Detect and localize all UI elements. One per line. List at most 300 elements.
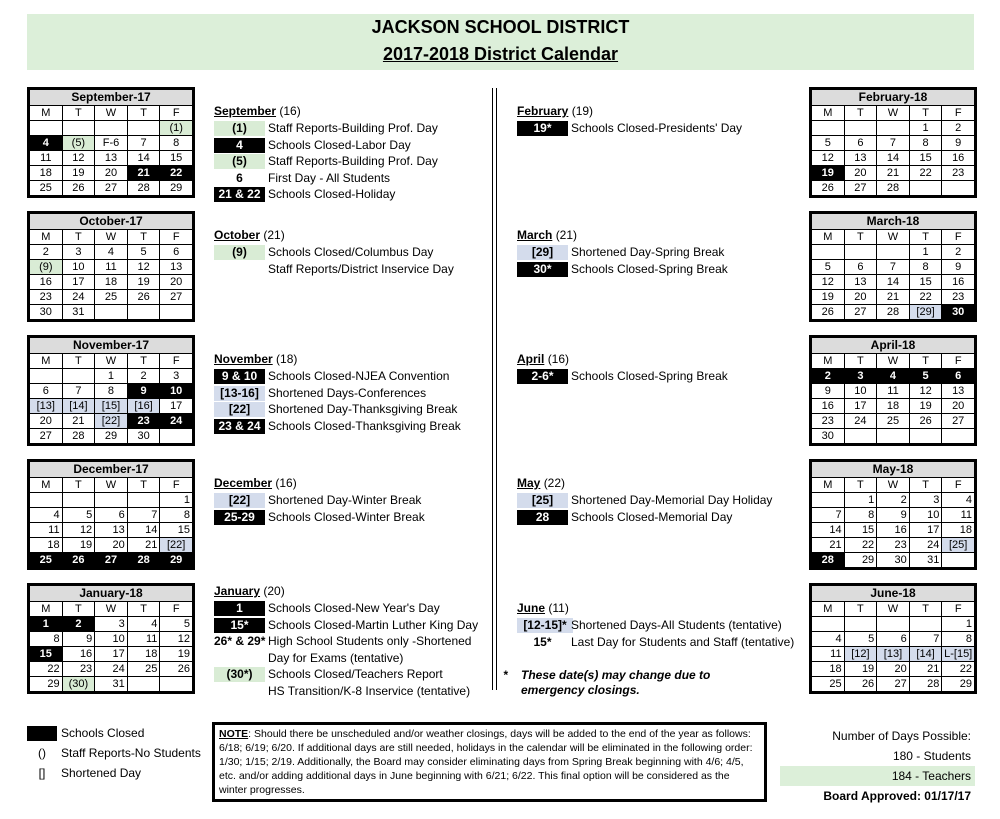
day-cell: 10 (95, 632, 128, 647)
day-cell: 23 (127, 414, 160, 429)
day-cell: 24 (95, 662, 128, 677)
day-cell: [14] (909, 647, 942, 662)
month-heading-november (214, 352, 297, 366)
day-cell: 26 (812, 305, 845, 320)
day-cell: 8 (95, 384, 128, 399)
event-date (214, 651, 265, 666)
day-cell: 27 (942, 414, 975, 429)
weekday-header: M (30, 230, 63, 245)
day-cell: 5 (844, 632, 877, 647)
day-cell: 21 (877, 290, 910, 305)
event-description: Schools Closed-Martin Luther King Day (268, 617, 479, 632)
day-cell: 16 (942, 275, 975, 290)
day-cell: (9) (30, 260, 63, 275)
calendar-title: April-18 (812, 338, 975, 354)
day-cell (942, 181, 975, 196)
day-cell: 22 (160, 166, 193, 181)
weekday-header: F (942, 354, 975, 369)
event-date: (30*) (214, 667, 265, 682)
event-row (214, 171, 484, 186)
event-description: Schools Closed-Spring Break (571, 369, 728, 383)
weekday-header: F (942, 602, 975, 617)
note-text: : Should there be unscheduled and/or weather closings, days will be added to the end of the year as follows: 6/18; 6/19; 6/20. If additional days are still needed, holidays in the calendar will be eliminated in the following order: 1/30; 1/15; 2/19. Additionally, the Board may consider eliminating days from Spring Break beginning with 4/6; 4/5, etc. and/or adding additional days in June beginning with 6/21; 6/22. This final option will be considered as the winter progresses. (219, 728, 753, 796)
day-cell: 6 (160, 245, 193, 260)
day-cell: 10 (909, 508, 942, 523)
day-cell (160, 305, 193, 320)
calendar-june-18 (809, 583, 977, 694)
event-description: Day for Exams (tentative) (268, 650, 404, 665)
event-description: High School Students only -Shortened (268, 634, 472, 648)
day-cell: 2 (812, 369, 845, 384)
day-cell (812, 245, 845, 260)
day-cell: 21 (62, 414, 95, 429)
month-day-count: (20) (263, 584, 285, 598)
days-teachers: 184 - Teachers (780, 766, 975, 786)
day-cell: 15 (909, 275, 942, 290)
day-cell: 20 (95, 166, 128, 181)
day-cell: 23 (30, 290, 63, 305)
event-row (517, 245, 787, 260)
day-cell: 30 (942, 305, 975, 320)
event-description: Schools Closed-Thanksgiving Break (268, 418, 461, 433)
calendar-title: November-17 (30, 338, 193, 354)
day-cell: 19 (62, 538, 95, 553)
asterisk-line2: emergency closings. (521, 683, 640, 697)
day-cell: 7 (877, 136, 910, 151)
event-description: Schools Closed-Spring Break (571, 261, 728, 276)
day-cell: [22] (160, 538, 193, 553)
weekday-header: T (127, 230, 160, 245)
day-cell: 27 (30, 429, 63, 444)
month-day-count: (16) (547, 352, 570, 366)
day-cell: 15 (160, 151, 193, 166)
day-cell (30, 369, 63, 384)
calendar-february-18 (809, 87, 977, 198)
day-cell: 18 (95, 275, 128, 290)
legend-label: Schools Closed (61, 726, 145, 740)
day-cell (942, 553, 975, 568)
day-cell: 18 (30, 166, 63, 181)
day-cell: 20 (844, 290, 877, 305)
day-cell: 2 (127, 369, 160, 384)
day-cell (127, 493, 160, 508)
event-date: [22] (214, 402, 265, 417)
month-name: November (214, 352, 273, 366)
weekday-header: T (844, 478, 877, 493)
weekday-header: M (812, 230, 845, 245)
day-cell: 19 (812, 166, 845, 181)
event-date (214, 262, 265, 277)
legend-item (27, 746, 217, 761)
calendar-september-17 (27, 87, 195, 198)
day-cell: 19 (844, 662, 877, 677)
weekday-header: T (127, 478, 160, 493)
day-cell (877, 245, 910, 260)
day-cell: 30 (812, 429, 845, 444)
day-cell: 26 (844, 677, 877, 692)
day-cell: 1 (160, 493, 193, 508)
day-cell: 20 (160, 275, 193, 290)
event-date: [25] (517, 493, 568, 508)
day-cell: L-[15] (942, 647, 975, 662)
day-cell: 24 (844, 414, 877, 429)
day-cell (877, 429, 910, 444)
day-cell: F-6 (95, 136, 128, 151)
day-cell: 14 (127, 151, 160, 166)
day-cell: 31 (62, 305, 95, 320)
day-cell: 24 (909, 538, 942, 553)
board-approved: Board Approved: 01/17/17 (823, 789, 971, 803)
calendar-title: September-17 (30, 90, 193, 106)
weekday-header: T (127, 106, 160, 121)
weekday-header: T (844, 230, 877, 245)
day-cell: 23 (62, 662, 95, 677)
day-cell: 11 (30, 151, 63, 166)
legend-item (27, 766, 217, 781)
days-students: 180 - Students (892, 749, 971, 763)
day-cell: 28 (127, 553, 160, 568)
event-row (214, 684, 484, 699)
day-cell: 4 (95, 245, 128, 260)
event-date: 4 (214, 138, 265, 153)
day-cell (844, 429, 877, 444)
month-heading-february (517, 104, 593, 118)
legend (27, 726, 212, 786)
weekday-header: F (160, 602, 193, 617)
day-cell: 18 (877, 399, 910, 414)
day-cell: 25 (812, 677, 845, 692)
day-cell: 23 (942, 166, 975, 181)
month-heading-june (517, 601, 569, 615)
day-cell: 4 (877, 369, 910, 384)
day-cell: 2 (942, 245, 975, 260)
calendar-title: January-18 (30, 586, 193, 602)
day-cell: 17 (844, 399, 877, 414)
district-name: JACKSON SCHOOL DISTRICT (371, 17, 630, 37)
event-description: Shortened Days-Conferences (268, 385, 427, 400)
day-cell: 28 (909, 677, 942, 692)
weekday-header: F (942, 478, 975, 493)
weekday-header: F (942, 230, 975, 245)
event-date: [12-15]* (517, 618, 573, 633)
event-date: [13-16] (214, 386, 265, 401)
event-description: Shortened Day-Memorial Day Holiday (571, 493, 773, 507)
day-cell: 28 (127, 181, 160, 196)
month-day-count: (21) (555, 228, 578, 242)
day-cell: 20 (942, 399, 975, 414)
day-cell (844, 245, 877, 260)
month-heading-march (517, 228, 577, 242)
weekday-header: W (95, 478, 128, 493)
days-heading: Number of Days Possible: (832, 729, 971, 743)
day-cell: [12] (844, 647, 877, 662)
month-heading-april (517, 352, 569, 366)
day-cell: 7 (909, 632, 942, 647)
day-cell: 27 (95, 553, 128, 568)
day-cell: 19 (909, 399, 942, 414)
event-date: (1) (214, 121, 265, 136)
event-row (214, 634, 484, 649)
event-description: Schools Closed/Columbus Day (268, 245, 434, 259)
day-cell: [25] (942, 538, 975, 553)
day-cell (812, 493, 845, 508)
event-date: 9 & 10 (214, 369, 265, 384)
day-cell: 8 (160, 508, 193, 523)
weekday-header: M (812, 478, 845, 493)
weekday-header: M (30, 602, 63, 617)
event-row (214, 369, 484, 384)
event-description: Schools Closed-Holiday (268, 187, 396, 201)
day-cell: 18 (30, 538, 63, 553)
day-cell: 13 (95, 523, 128, 538)
day-cell: 21 (877, 166, 910, 181)
day-cell: (5) (62, 136, 95, 151)
weekday-header: T (62, 478, 95, 493)
day-cell: 16 (942, 151, 975, 166)
day-cell: 6 (844, 260, 877, 275)
day-cell: 29 (942, 677, 975, 692)
month-name: May (517, 476, 541, 490)
day-cell: 26 (62, 553, 95, 568)
day-cell (127, 121, 160, 136)
day-cell: 15 (909, 151, 942, 166)
weekday-header: T (844, 106, 877, 121)
day-cell: 29 (30, 677, 63, 692)
month-name: January (214, 584, 261, 598)
day-cell: 30 (30, 305, 63, 320)
event-date: 25-29 (214, 510, 265, 525)
day-cell: 17 (909, 523, 942, 538)
day-cell: 15 (160, 523, 193, 538)
event-row (214, 386, 484, 401)
day-cell: 21 (127, 538, 160, 553)
day-cell (62, 493, 95, 508)
day-cell: 9 (942, 136, 975, 151)
weekday-header: T (127, 602, 160, 617)
day-cell: 19 (127, 275, 160, 290)
day-cell: 25 (127, 662, 160, 677)
weekday-header: W (877, 478, 910, 493)
day-cell: [16] (127, 399, 160, 414)
event-description: Schools Closed/Teachers Report (268, 667, 443, 681)
weekday-header: W (95, 354, 128, 369)
day-cell: 31 (909, 553, 942, 568)
event-date (214, 684, 265, 699)
event-row (517, 634, 795, 650)
day-cell: 26 (909, 414, 942, 429)
day-cell: 30 (127, 429, 160, 444)
day-cell: [13] (877, 647, 910, 662)
day-cell: 9 (127, 384, 160, 399)
event-description: Schools Closed-Memorial Day (571, 509, 733, 524)
day-cell: 21 (909, 662, 942, 677)
day-cell (812, 121, 845, 136)
event-description: Schools Closed-NJEA Convention (268, 369, 450, 383)
day-cell: 15 (30, 647, 63, 662)
event-date: 1 (214, 601, 265, 616)
day-cell: 6 (95, 508, 128, 523)
day-cell (160, 429, 193, 444)
weekday-header: W (95, 106, 128, 121)
day-cell: 22 (844, 538, 877, 553)
event-row (214, 138, 484, 153)
day-cell: 27 (160, 290, 193, 305)
day-cell: 1 (909, 245, 942, 260)
day-cell: 13 (95, 151, 128, 166)
calendar-title: June-18 (812, 586, 975, 602)
day-cell: 12 (812, 275, 845, 290)
event-date: (5) (214, 154, 265, 169)
day-cell: 28 (62, 429, 95, 444)
day-cell (160, 677, 193, 692)
day-cell: 11 (877, 384, 910, 399)
day-cell: 6 (30, 384, 63, 399)
event-row (517, 510, 787, 525)
legend-item (27, 726, 217, 741)
day-cell: 1 (95, 369, 128, 384)
weekday-header: T (62, 354, 95, 369)
day-cell: 20 (95, 538, 128, 553)
event-row (214, 618, 484, 633)
event-description: Staff Reports-Building Prof. Day (268, 121, 438, 135)
day-cell: 25 (30, 553, 63, 568)
day-cell: 31 (95, 677, 128, 692)
calendar-november-17 (27, 335, 195, 446)
event-date: 2-6* (517, 369, 568, 384)
day-cell: 14 (877, 275, 910, 290)
calendar-april-18 (809, 335, 977, 446)
day-cell: 4 (30, 136, 63, 151)
calendar-title: March-18 (812, 214, 975, 230)
weekday-header: M (812, 106, 845, 121)
day-cell: 10 (160, 384, 193, 399)
event-description: Shortened Day-Winter Break (268, 493, 422, 507)
event-date: 26* & 29* (214, 634, 266, 648)
calendar-december-17 (27, 459, 195, 570)
event-description: Shortened Days-All Students (tentative) (571, 618, 782, 632)
event-description: Shortened Day-Thanksgiving Break (268, 402, 458, 416)
month-name: June (517, 601, 546, 615)
day-cell: 9 (942, 260, 975, 275)
day-cell: 17 (95, 647, 128, 662)
note-box (212, 722, 767, 802)
event-description: First Day - All Students (268, 170, 391, 185)
day-cell: 7 (127, 136, 160, 151)
days-summary (780, 726, 975, 806)
day-cell: 1 (30, 617, 63, 632)
day-cell: 1 (844, 493, 877, 508)
day-cell: 20 (844, 166, 877, 181)
day-cell: 16 (877, 523, 910, 538)
event-date: 23 & 24 (214, 419, 265, 434)
weekday-header: M (812, 602, 845, 617)
month-heading-october (214, 228, 285, 242)
weekday-header: M (30, 354, 63, 369)
event-date: 21 & 22 (214, 187, 265, 202)
weekday-header: T (62, 602, 95, 617)
event-row (214, 245, 484, 260)
legend-label: Shortened Day (61, 766, 142, 780)
day-cell: 4 (812, 632, 845, 647)
event-description: HS Transition/K-8 Inservice (tentative) (268, 683, 471, 698)
day-cell (909, 617, 942, 632)
month-heading-december (214, 476, 297, 490)
weekday-header: T (62, 230, 95, 245)
day-cell: 3 (909, 493, 942, 508)
weekday-header: W (95, 230, 128, 245)
month-day-count: (16) (275, 476, 297, 490)
day-cell: 2 (30, 245, 63, 260)
day-cell: 8 (909, 260, 942, 275)
day-cell: 26 (812, 181, 845, 196)
weekday-header: F (160, 478, 193, 493)
event-description: Shortened Day-Spring Break (571, 245, 725, 259)
day-cell: 26 (127, 290, 160, 305)
calendar-may-18 (809, 459, 977, 570)
day-cell: 3 (160, 369, 193, 384)
day-cell: 13 (160, 260, 193, 275)
day-cell: 25 (95, 290, 128, 305)
day-cell: [22] (95, 414, 128, 429)
weekday-header: T (909, 478, 942, 493)
day-cell: 29 (160, 553, 193, 568)
calendar-title: May-18 (812, 462, 975, 478)
day-cell: [29] (909, 305, 942, 320)
weekday-header: W (877, 602, 910, 617)
day-cell (30, 121, 63, 136)
event-row (214, 262, 484, 277)
day-cell: 4 (127, 617, 160, 632)
day-cell (62, 369, 95, 384)
day-cell: 3 (95, 617, 128, 632)
day-cell: 13 (844, 275, 877, 290)
day-cell: 24 (160, 414, 193, 429)
legend-swatch: [] (38, 766, 46, 780)
weekday-header: W (877, 106, 910, 121)
day-cell: 9 (877, 508, 910, 523)
day-cell: 22 (909, 290, 942, 305)
weekday-header: F (160, 354, 193, 369)
event-row (214, 651, 484, 666)
day-cell: 7 (812, 508, 845, 523)
calendar-march-18 (809, 211, 977, 322)
day-cell: 18 (127, 647, 160, 662)
day-cell: 26 (160, 662, 193, 677)
day-cell: 11 (812, 647, 845, 662)
weekday-header: M (30, 478, 63, 493)
day-cell: 5 (812, 260, 845, 275)
event-date: 28 (517, 510, 568, 525)
calendar-title: October-17 (30, 214, 193, 230)
month-day-count: (22) (543, 476, 566, 490)
day-cell: 7 (62, 384, 95, 399)
event-row (517, 493, 787, 508)
day-cell: 28 (877, 181, 910, 196)
day-cell: 23 (812, 414, 845, 429)
day-cell (95, 493, 128, 508)
day-cell: 29 (844, 553, 877, 568)
day-cell: 7 (877, 260, 910, 275)
day-cell: 20 (30, 414, 63, 429)
event-row (214, 601, 484, 616)
day-cell: 2 (877, 493, 910, 508)
event-date: [22] (214, 493, 265, 508)
center-divider (492, 88, 497, 690)
day-cell: 4 (30, 508, 63, 523)
day-cell: 8 (942, 632, 975, 647)
day-cell (942, 429, 975, 444)
day-cell: 19 (62, 166, 95, 181)
